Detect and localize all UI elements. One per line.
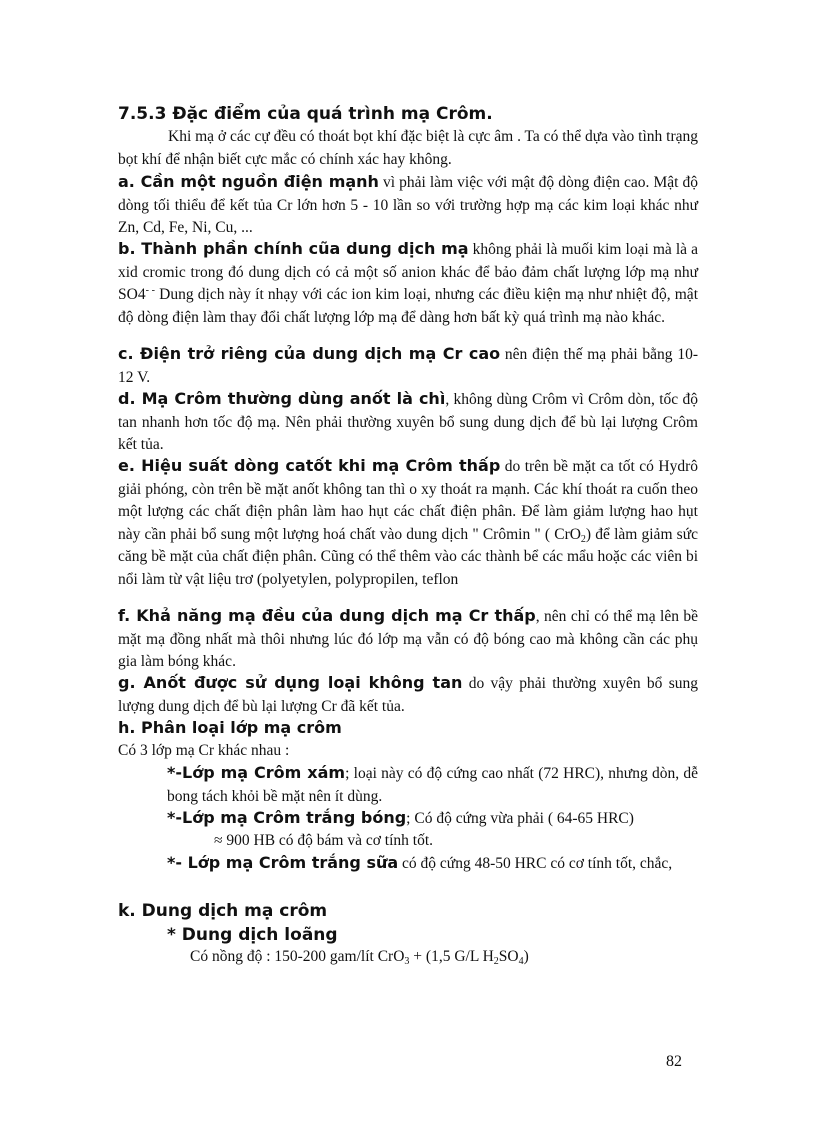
item-3-text: có độ cứng 48-50 HRC có cơ tính tốt, chắc,	[398, 855, 673, 872]
paragraph-b	[118, 238, 698, 329]
formula-part: )	[523, 948, 529, 965]
paragraph-a-title: a. Cần một nguồn điện mạnh	[118, 172, 379, 191]
formula-subscript: 2	[493, 956, 499, 967]
paragraph-a-text: vì phải làm việc với mật độ dòng điện cao. Mật độ dòng tối thiểu để kết tủa Cr lớn hơn 5 - 10 lần so với trường hợp mạ các kim loại khác như Zn, Cd, Fe, Ni, Cu, ...	[118, 174, 699, 236]
paragraph-h-text: Có 3 lớp mạ Cr khác nhau :	[118, 742, 290, 759]
paragraph-c	[118, 343, 698, 389]
paragraph-g	[118, 672, 698, 718]
paragraph-d	[118, 388, 698, 457]
item-3-title: *- Lớp mạ Crôm trắng sữa	[167, 853, 399, 872]
paragraph-d-text: , không dùng Crôm vì Crôm dòn, tốc độ tan nhanh hơn tốc độ mạ. Nên phải thường xuyên bổ sung dung dịch để bù lại lượng Crôm kết tủa.	[118, 391, 698, 453]
paragraph-f-title: f. Khả năng mạ đều của dung dịch mạ Cr thấp	[118, 606, 536, 625]
formula-part: SO	[498, 948, 519, 965]
sulfate-charge: - -	[145, 285, 156, 296]
formula-part: Có nồng độ : 150-200 gam/lít CrO	[190, 948, 405, 965]
formula-part: + (1,5 G/L H	[409, 948, 494, 965]
paragraph-h-title: h. Phân loại lớp mạ crôm	[118, 718, 342, 737]
paragraph-b-title: b. Thành phần chính cũa dung dịch mạ	[118, 239, 469, 258]
paragraph-k-subtitle: * Dung dịch loãng	[167, 925, 338, 945]
paragraph-a	[118, 171, 698, 240]
paragraph-c-text: nên điện thế mạ phải bằng 10-12 V.	[118, 346, 698, 386]
section-heading: 7.5.3 Đặc điểm của quá trình mạ Crôm.	[118, 104, 493, 124]
page-number: 82	[666, 1053, 682, 1070]
list-item	[167, 807, 698, 831]
list-item	[167, 852, 698, 876]
paragraph-d-title: d. Mạ Crôm thường dùng anốt là chì	[118, 389, 446, 408]
paragraph-g-text: do vậy phải thường xuyên bổ sung lượng dung dịch để bù lại lượng Cr đã kết tủa.	[118, 675, 698, 715]
paragraph-e-text: do trên bề mặt ca tốt có Hydrô giải phóng, còn trên bề mặt anốt không tan thì o xy thoát ra mạnh. Các khí thoát ra cuốn theo một lượng các chất điện phân làm hao hụt các chất điện phân. Để làm giảm lượng hao hụt này cần phải bổ sung một lượng hoá chất vào dung dịch " Crômin " ( CrO	[118, 458, 698, 543]
formula-subscript: 3	[404, 956, 410, 967]
paragraph-e-text-cont: ) để làm giảm sức căng bề mặt của chất điện phân. Cũng có thể thêm vào các thành bể các mẩu hoặc các viên bi nổi làm từ vật liệu trơ (polyetylen, polypropilen, teflon	[118, 525, 698, 588]
item-2-title: *-Lớp mạ Crôm trắng bóng	[167, 808, 407, 827]
paragraph-f-text: , nên chỉ có thể mạ lên bề mặt mạ đồng nhất mà thôi nhưng lúc đó lớp mạ vẫn có độ bóng cao mà không cần các phụ gia làm bóng khác.	[118, 608, 698, 670]
intro-paragraph: Khi mạ ở các cự đều có thoát bọt khí đặc biệt là cực âm . Ta có thể dựa vào tình trạng bọt khí để nhận biết cực mắc có chính xác hay không.	[118, 128, 698, 168]
cro2-subscript: 2	[580, 533, 586, 545]
item-2-text: ; Có độ cứng vừa phải ( 64-65 HRC)	[406, 810, 634, 827]
paragraph-k-title: k. Dung dịch mạ crôm	[118, 901, 328, 921]
list-item	[167, 762, 698, 808]
item-1-title: *-Lớp mạ Crôm xám	[167, 763, 346, 782]
concentration-formula	[190, 946, 698, 969]
paragraph-b-text-cont: Dung dịch này ít nhạy với các ion kim loại, nhưng các điều kiện mạ như nhiệt độ, mật độ dòng điện làm thay đổi chất lượng lớp mạ để dàng hơn bất kỳ quá trình mạ nào khác.	[118, 286, 698, 326]
paragraph-e-title: e. Hiệu suất dòng catốt khi mạ Crôm thấp	[118, 456, 501, 475]
item-2-hardness: ≈ 900 HB có độ bám và cơ tính tốt.	[214, 832, 434, 849]
paragraph-b-text: không phải là muối kim loại mà là a xid cromic trong đó dung dịch có cả một số anion khác để bảo đảm chất lượng lớp mạ như SO4	[118, 241, 699, 303]
item-1-text: ; loại này có độ cứng cao nhất (72 HRC), nhưng dòn, dễ bong tách khỏi bề mặt nên ít dùng.	[167, 765, 698, 805]
paragraph-f	[118, 605, 698, 674]
formula-subscript: 4	[518, 956, 524, 967]
paragraph-g-title: g. Anốt được sử dụng loại không tan	[118, 673, 463, 692]
paragraph-c-title: c. Điện trở riêng của dung dịch mạ Cr cao	[118, 344, 501, 363]
paragraph-e	[118, 455, 698, 591]
